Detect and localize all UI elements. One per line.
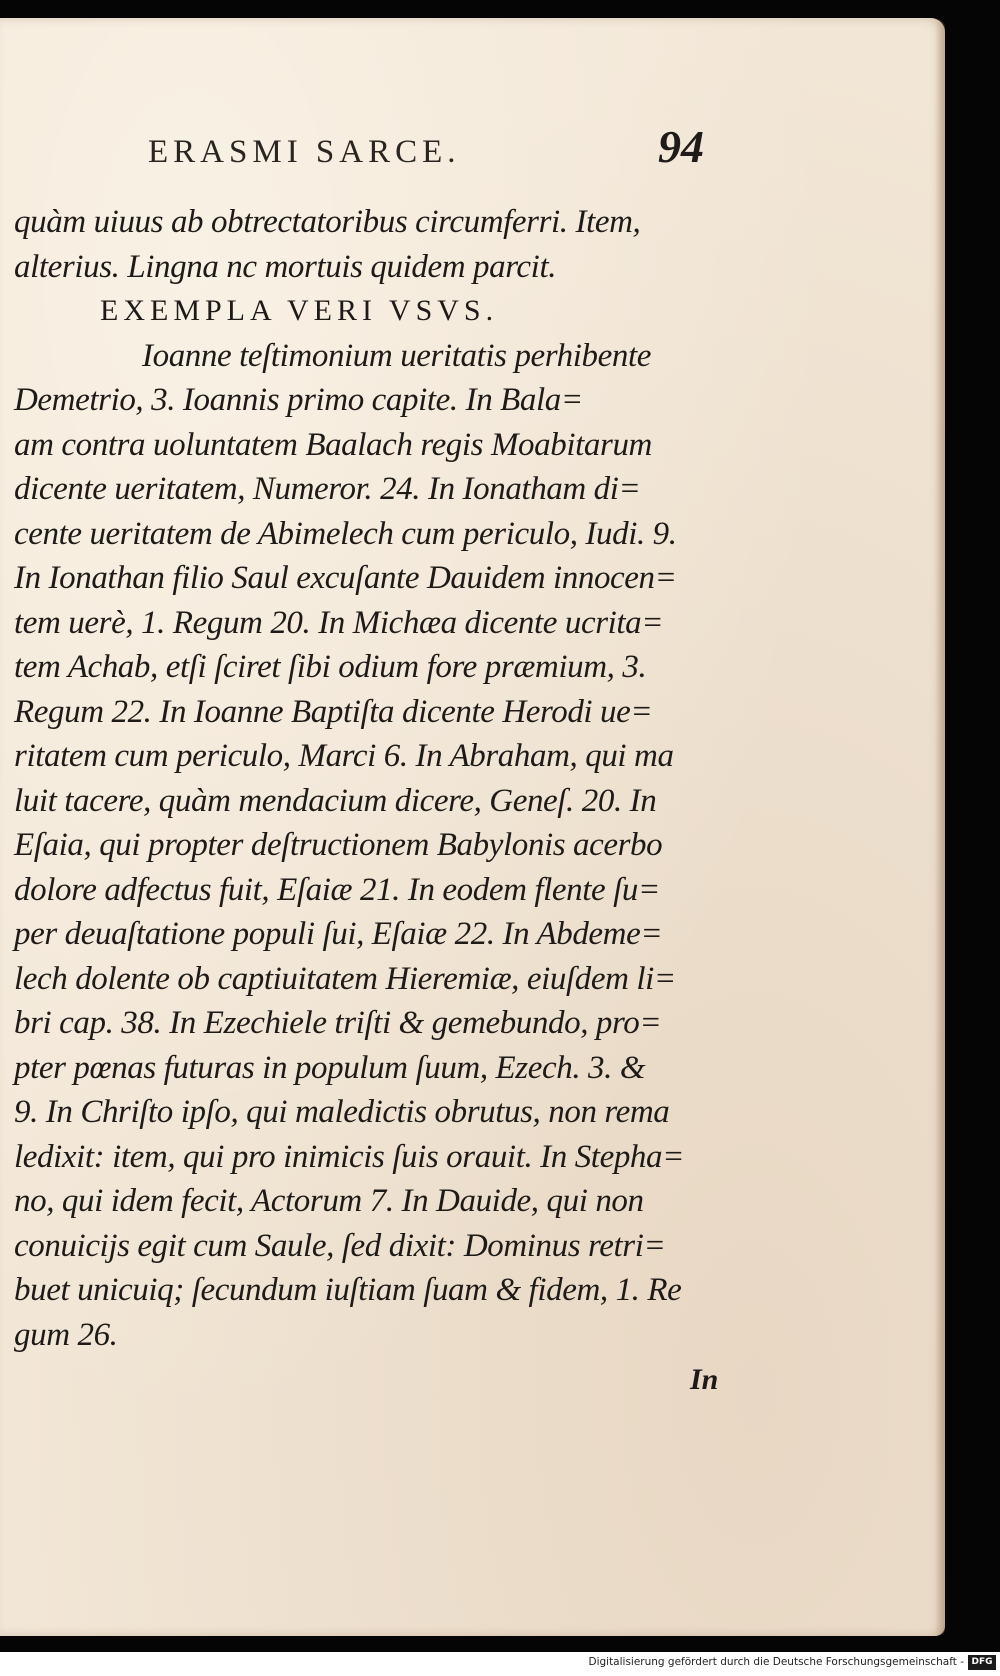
page-edge-shadow (935, 18, 945, 1636)
text-line: alterius. Lingna nc mortuis quidem parcit. (14, 248, 557, 285)
text-line: Ioanne teſtimonium ueritatis perhibente (142, 337, 651, 374)
text-line: tem uerè, 1. Regum 20. In Michæa dicente ucrita= (14, 604, 664, 641)
book-page (0, 18, 945, 1636)
catchword: In (690, 1363, 719, 1396)
running-head (148, 120, 728, 170)
text-line: buet unicuiq; ſecundum iuſtiam ſuam & fidem, 1. Re (14, 1272, 682, 1308)
text-line: Eſaia, qui propter deſtructionem Babylonis acerbo (14, 827, 663, 863)
text-line: am contra uoluntatem Baalach regis Moabitarum (14, 426, 652, 463)
text-line: bri cap. 38. In Ezechiele triſti & gemebundo, pro= (14, 1005, 662, 1041)
text-line: gum 26. (14, 1316, 118, 1353)
text-line: cente ueritatem de Abimelech cum periculo, Iudi. 9. (14, 515, 677, 552)
text-line: dicente ueritatem, Numeror. 24. In Ionatham di= (14, 471, 641, 507)
text-line: pter pœnas futuras in populum ſuum, Ezech. 3. & (14, 1049, 646, 1086)
body-text (14, 200, 734, 1357)
running-title: ERASMI SARCE. (148, 134, 461, 170)
text-line: Regum 22. In Ioanne Baptiſta dicente Herodi ue= (14, 693, 653, 730)
text-line: ritatem cum periculo, Marci 6. In Abraham, qui ma (14, 738, 674, 774)
text-line: tem Achab, etſi ſciret ſibi odium fore præmium, 3. (14, 649, 647, 685)
text-line: 9. In Chriſto ipſo, qui maledictis obrutus, non rema (14, 1094, 670, 1130)
text-line: dolore adfectus fuit, Eſaiæ 21. In eodem flente ſu= (14, 871, 660, 908)
text-line: no, qui idem fecit, Actorum 7. In Dauide, qui non (14, 1183, 644, 1219)
text-line: quàm uiuus ab obtrectatoribus circumferri. Item, (14, 204, 641, 240)
text-line: ledixit: item, qui pro inimicis ſuis orauit. In Stepha= (14, 1138, 684, 1175)
funding-credit: Digitalisierung gefördert durch die Deutsche Forschungsgemeinschaft - (588, 1656, 964, 1668)
folio-number: 94 (658, 121, 704, 172)
text-line: conuicijs egit cum Saule, ſed dixit: Dominus retri= (14, 1227, 666, 1264)
text-line: In Ionathan filio Saul excuſante Dauidem innocen= (14, 560, 677, 596)
digitization-footer (0, 1652, 1000, 1676)
text-line: luit tacere, quàm mendacium dicere, Geneſ. 20. In (14, 782, 657, 819)
dfg-logo: DFG (968, 1655, 996, 1670)
text-line: lech dolente ob captiuitatem Hieremiæ, eiuſdem li= (14, 960, 676, 997)
text-line: per deuaſtatione populi ſui, Eſaiæ 22. In Abdeme= (14, 916, 663, 952)
section-heading: EXEMPLA VERI VSVS. (100, 294, 499, 327)
text-line: Demetrio, 3. Ioannis primo capite. In Bala= (14, 382, 583, 418)
